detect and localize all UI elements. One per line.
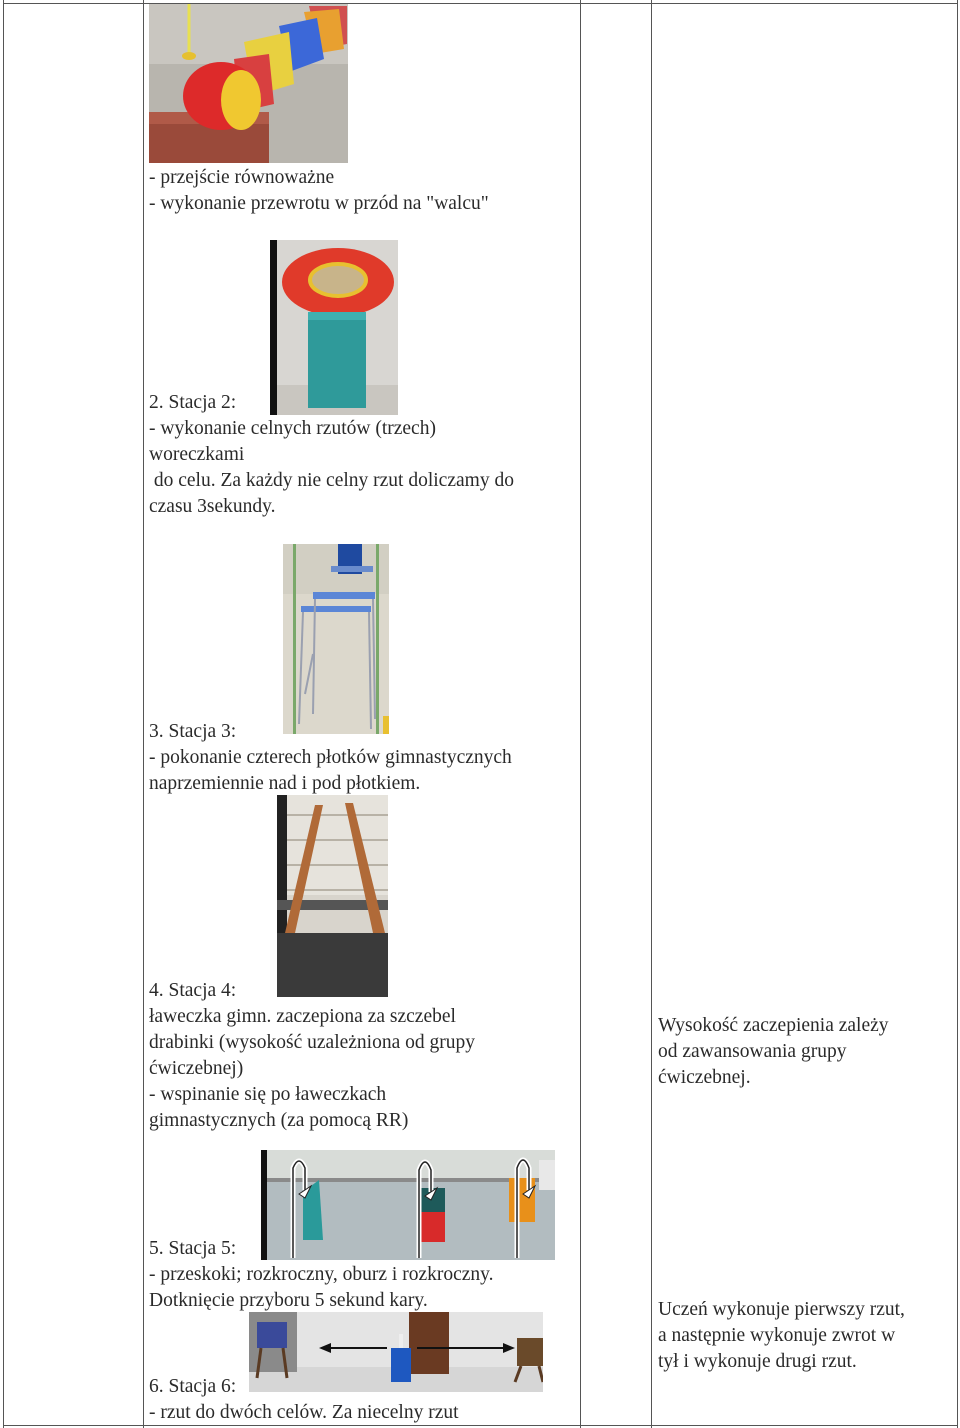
station3-line-1: - pokonanie czterech płotków gimnastycznych	[149, 747, 512, 768]
station2-line-3: do celu. Za każdy nie celny rzut doliczamy do	[149, 470, 514, 491]
note2-line-1: Uczeń wykonuje pierwszy rzut,	[658, 1299, 905, 1320]
station1-line-2: - wykonanie przewrotu w przód na "walcu"	[149, 193, 489, 214]
station6-title: 6. Stacja 6:	[149, 1376, 237, 1397]
station3-title: 3. Stacja 3:	[149, 721, 237, 742]
note2-line-3: tył i wykonuje drugi rzut.	[658, 1351, 857, 1372]
station6-line-1: - rzut do dwóch celów. Za niecelny rzut	[149, 1402, 459, 1423]
station2-line-1: - wykonanie celnych rzutów (trzech)	[149, 418, 436, 439]
note1-line-3: ćwiczebnej.	[658, 1067, 751, 1088]
note2-line-2: a następnie wykonuje zwrot w	[658, 1325, 896, 1346]
station4-line-2: drabinki (wysokość uzależniona od grupy	[149, 1032, 475, 1053]
photo-vault-obstacles	[261, 1150, 555, 1260]
station4-line-3: ćwiczebnej)	[149, 1058, 244, 1079]
station2-line-2: woreczkami	[149, 444, 245, 465]
station2-line-4: czasu 3sekundy.	[149, 496, 276, 517]
table-border-left	[3, 0, 4, 1428]
table-border-bottom	[3, 1425, 958, 1426]
table-border-top	[3, 3, 958, 4]
table-border-col1	[143, 0, 144, 1428]
station3-line-2: naprzemiennie nad i pod płotkiem.	[149, 773, 421, 794]
photo-ring-target	[270, 240, 398, 415]
station1-line-1: - przejście równoważne	[149, 167, 335, 188]
table-border-right	[957, 0, 958, 1428]
photo-hurdles	[283, 544, 389, 734]
station2-title: 2. Stacja 2:	[149, 392, 237, 413]
station5-line-2: Dotknięcie przyboru 5 sekund kary.	[149, 1290, 428, 1311]
station5-line-1: - przeskoki; rozkroczny, oburz i rozkroczny.	[149, 1264, 494, 1285]
station4-line-4: - wspinanie się po ławeczkach	[149, 1084, 387, 1105]
station4-line-5: gimnastycznych (za pomocą RR)	[149, 1110, 409, 1131]
table-border-col2	[580, 0, 581, 1428]
table-border-col3	[651, 0, 652, 1428]
station5-title: 5. Stacja 5:	[149, 1238, 237, 1259]
station4-line-1: ławeczka gimn. zaczepiona za szczebel	[149, 1006, 456, 1027]
note1-line-2: od zawansowania grupy	[658, 1041, 847, 1062]
station4-title: 4. Stacja 4:	[149, 980, 237, 1001]
photo-inclined-benches	[277, 795, 388, 997]
photo-two-targets	[249, 1312, 543, 1392]
photo-soft-blocks	[149, 4, 348, 163]
note1-line-1: Wysokość zaczepienia zależy	[658, 1015, 889, 1036]
